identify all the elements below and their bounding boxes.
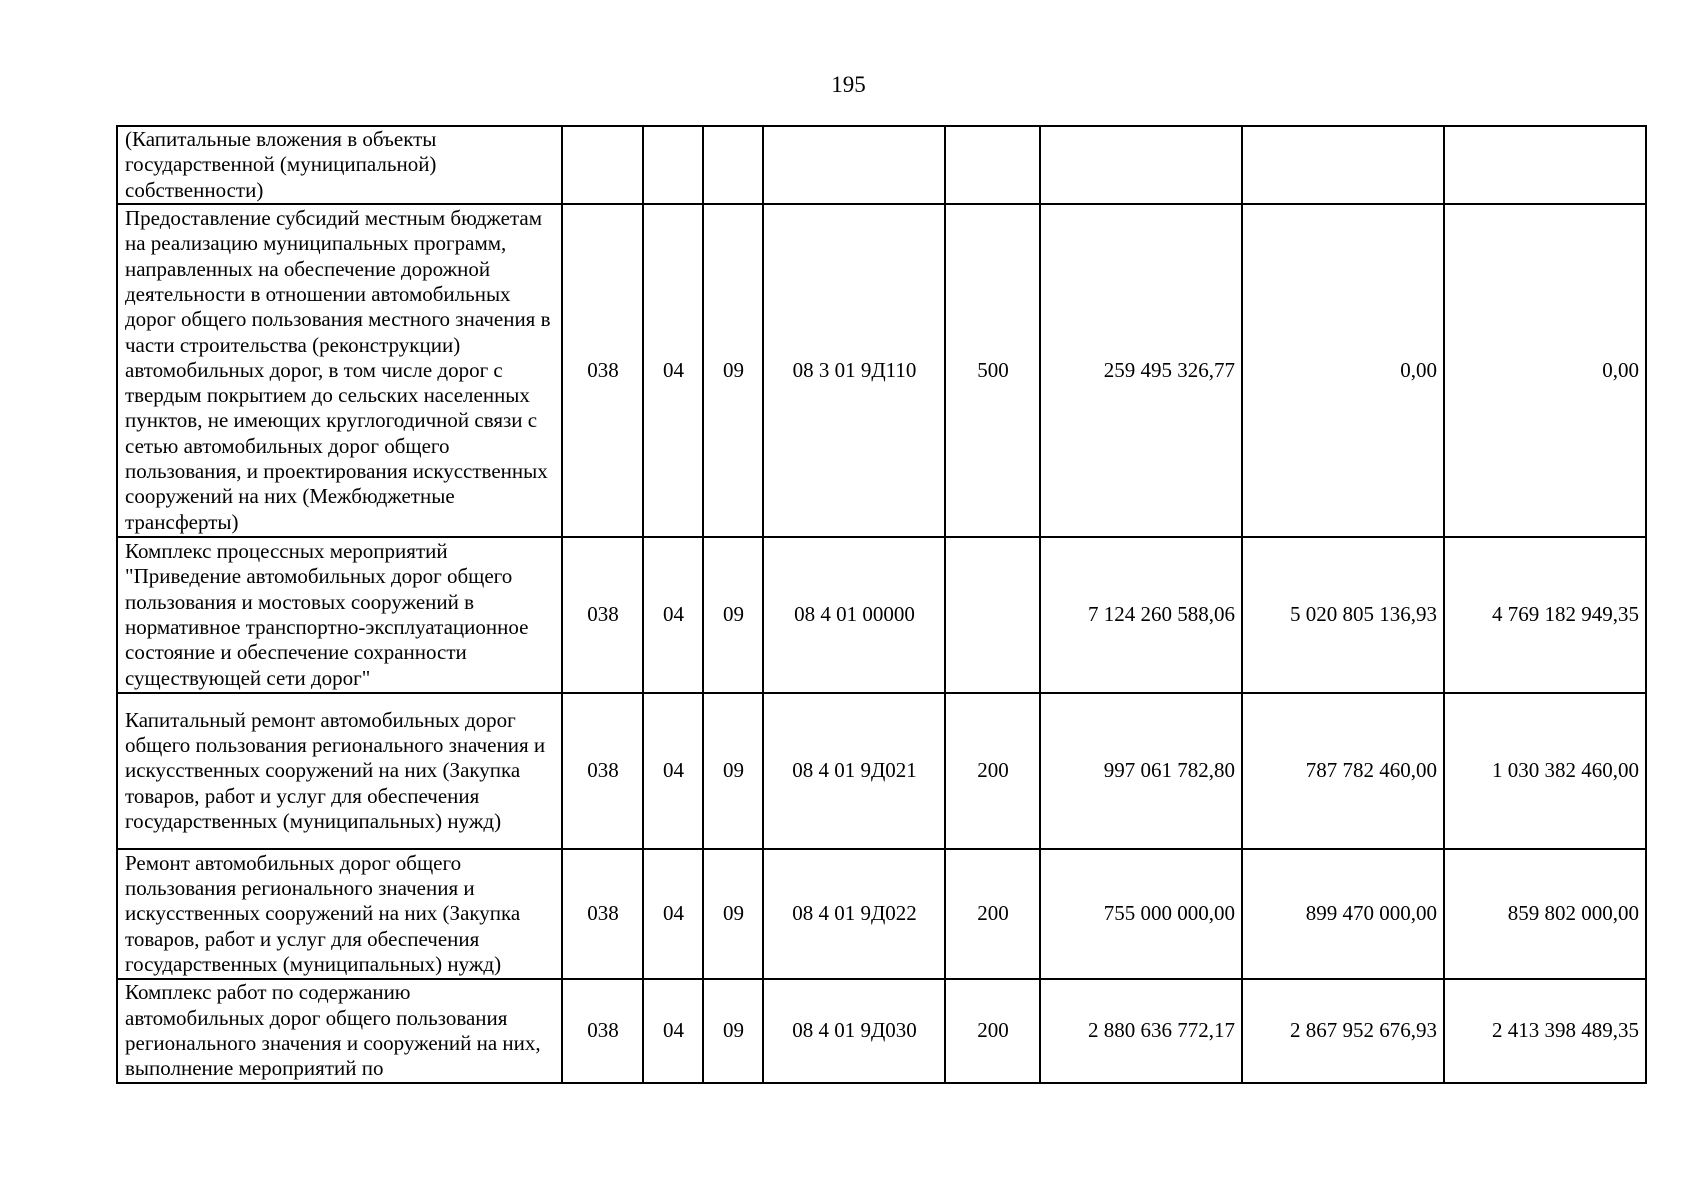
table-row <box>117 537 1646 693</box>
cell-ministry: 038 <box>562 849 643 979</box>
cell-name: Предоставление субсидий местным бюджетам на реализацию муниципальных программ, направленных на обеспечение дорожной деятельности в отношении автомобильных дорог общего пользования местного значения в части строительства (реконструкции) автомобильных дорог, в том числе дорог с твердым покрытием до сельских населенных пунктов, не имеющих круглогодичной связи с сетью автомобильных дорог общего пользования, и проектирования искусственных сооружений на них (Межбюджетные трансферты) <box>117 204 562 537</box>
cell-name: Капитальный ремонт автомобильных дорог общего пользования регионального значения и искусственных сооружений на них (Закупка товаров, работ и услуг для обеспечения государственных (муниципальных) нужд) <box>117 693 562 849</box>
cell-section: 04 <box>643 693 703 849</box>
table-row <box>117 849 1646 979</box>
cell-target-article: 08 4 01 9Д022 <box>763 849 945 979</box>
cell-section: 04 <box>643 849 703 979</box>
cell-expense-type: 500 <box>945 204 1040 537</box>
cell-target-article <box>763 126 945 204</box>
budget-table-body <box>117 126 1646 1083</box>
cell-name: Комплекс процессных мероприятий "Приведение автомобильных дорог общего пользования и мостовых сооружений в нормативное транспортно-эксплуатационное состояние и обеспечение сохранности существующей сети дорог" <box>117 537 562 693</box>
cell-expense-type <box>945 126 1040 204</box>
cell-ministry <box>562 126 643 204</box>
cell-target-article: 08 3 01 9Д110 <box>763 204 945 537</box>
table-row <box>117 693 1646 849</box>
cell-expense-type: 200 <box>945 849 1040 979</box>
cell-subsection: 09 <box>703 979 763 1083</box>
cell-name: (Капитальные вложения в объекты государственной (муниципальной) собственности) <box>117 126 562 204</box>
cell-amount-2: 787 782 460,00 <box>1242 693 1444 849</box>
cell-section: 04 <box>643 204 703 537</box>
cell-amount-2: 0,00 <box>1242 204 1444 537</box>
table-row <box>117 204 1646 537</box>
cell-amount-3: 4 769 182 949,35 <box>1444 537 1646 693</box>
cell-name: Комплекс работ по содержанию автомобильных дорог общего пользования регионального значения и сооружений на них, выполнение мероприятий по <box>117 979 562 1083</box>
cell-amount-1: 2 880 636 772,17 <box>1040 979 1242 1083</box>
cell-subsection: 09 <box>703 849 763 979</box>
cell-expense-type: 200 <box>945 979 1040 1083</box>
cell-amount-2: 2 867 952 676,93 <box>1242 979 1444 1083</box>
cell-expense-type: 200 <box>945 693 1040 849</box>
cell-name: Ремонт автомобильных дорог общего пользования регионального значения и искусственных сооружений на них (Закупка товаров, работ и услуг для обеспечения государственных (муниципальных) нужд) <box>117 849 562 979</box>
cell-target-article: 08 4 01 9Д030 <box>763 979 945 1083</box>
cell-subsection: 09 <box>703 537 763 693</box>
cell-amount-3 <box>1444 126 1646 204</box>
cell-amount-2: 899 470 000,00 <box>1242 849 1444 979</box>
cell-target-article: 08 4 01 9Д021 <box>763 693 945 849</box>
cell-amount-1: 259 495 326,77 <box>1040 204 1242 537</box>
cell-amount-3: 1 030 382 460,00 <box>1444 693 1646 849</box>
cell-ministry: 038 <box>562 979 643 1083</box>
page-number: 195 <box>831 72 866 97</box>
cell-subsection: 09 <box>703 693 763 849</box>
cell-amount-1 <box>1040 126 1242 204</box>
cell-amount-3: 859 802 000,00 <box>1444 849 1646 979</box>
cell-ministry: 038 <box>562 204 643 537</box>
cell-ministry: 038 <box>562 537 643 693</box>
cell-amount-1: 997 061 782,80 <box>1040 693 1242 849</box>
cell-amount-1: 7 124 260 588,06 <box>1040 537 1242 693</box>
cell-amount-1: 755 000 000,00 <box>1040 849 1242 979</box>
table-row <box>117 979 1646 1083</box>
cell-amount-3: 2 413 398 489,35 <box>1444 979 1646 1083</box>
cell-section: 04 <box>643 979 703 1083</box>
cell-target-article: 08 4 01 00000 <box>763 537 945 693</box>
cell-ministry: 038 <box>562 693 643 849</box>
cell-amount-2 <box>1242 126 1444 204</box>
cell-subsection: 09 <box>703 204 763 537</box>
cell-amount-2: 5 020 805 136,93 <box>1242 537 1444 693</box>
cell-subsection <box>703 126 763 204</box>
cell-amount-3: 0,00 <box>1444 204 1646 537</box>
cell-expense-type <box>945 537 1040 693</box>
table-row <box>117 126 1646 204</box>
cell-section: 04 <box>643 537 703 693</box>
budget-table <box>116 125 1647 1084</box>
cell-section <box>643 126 703 204</box>
